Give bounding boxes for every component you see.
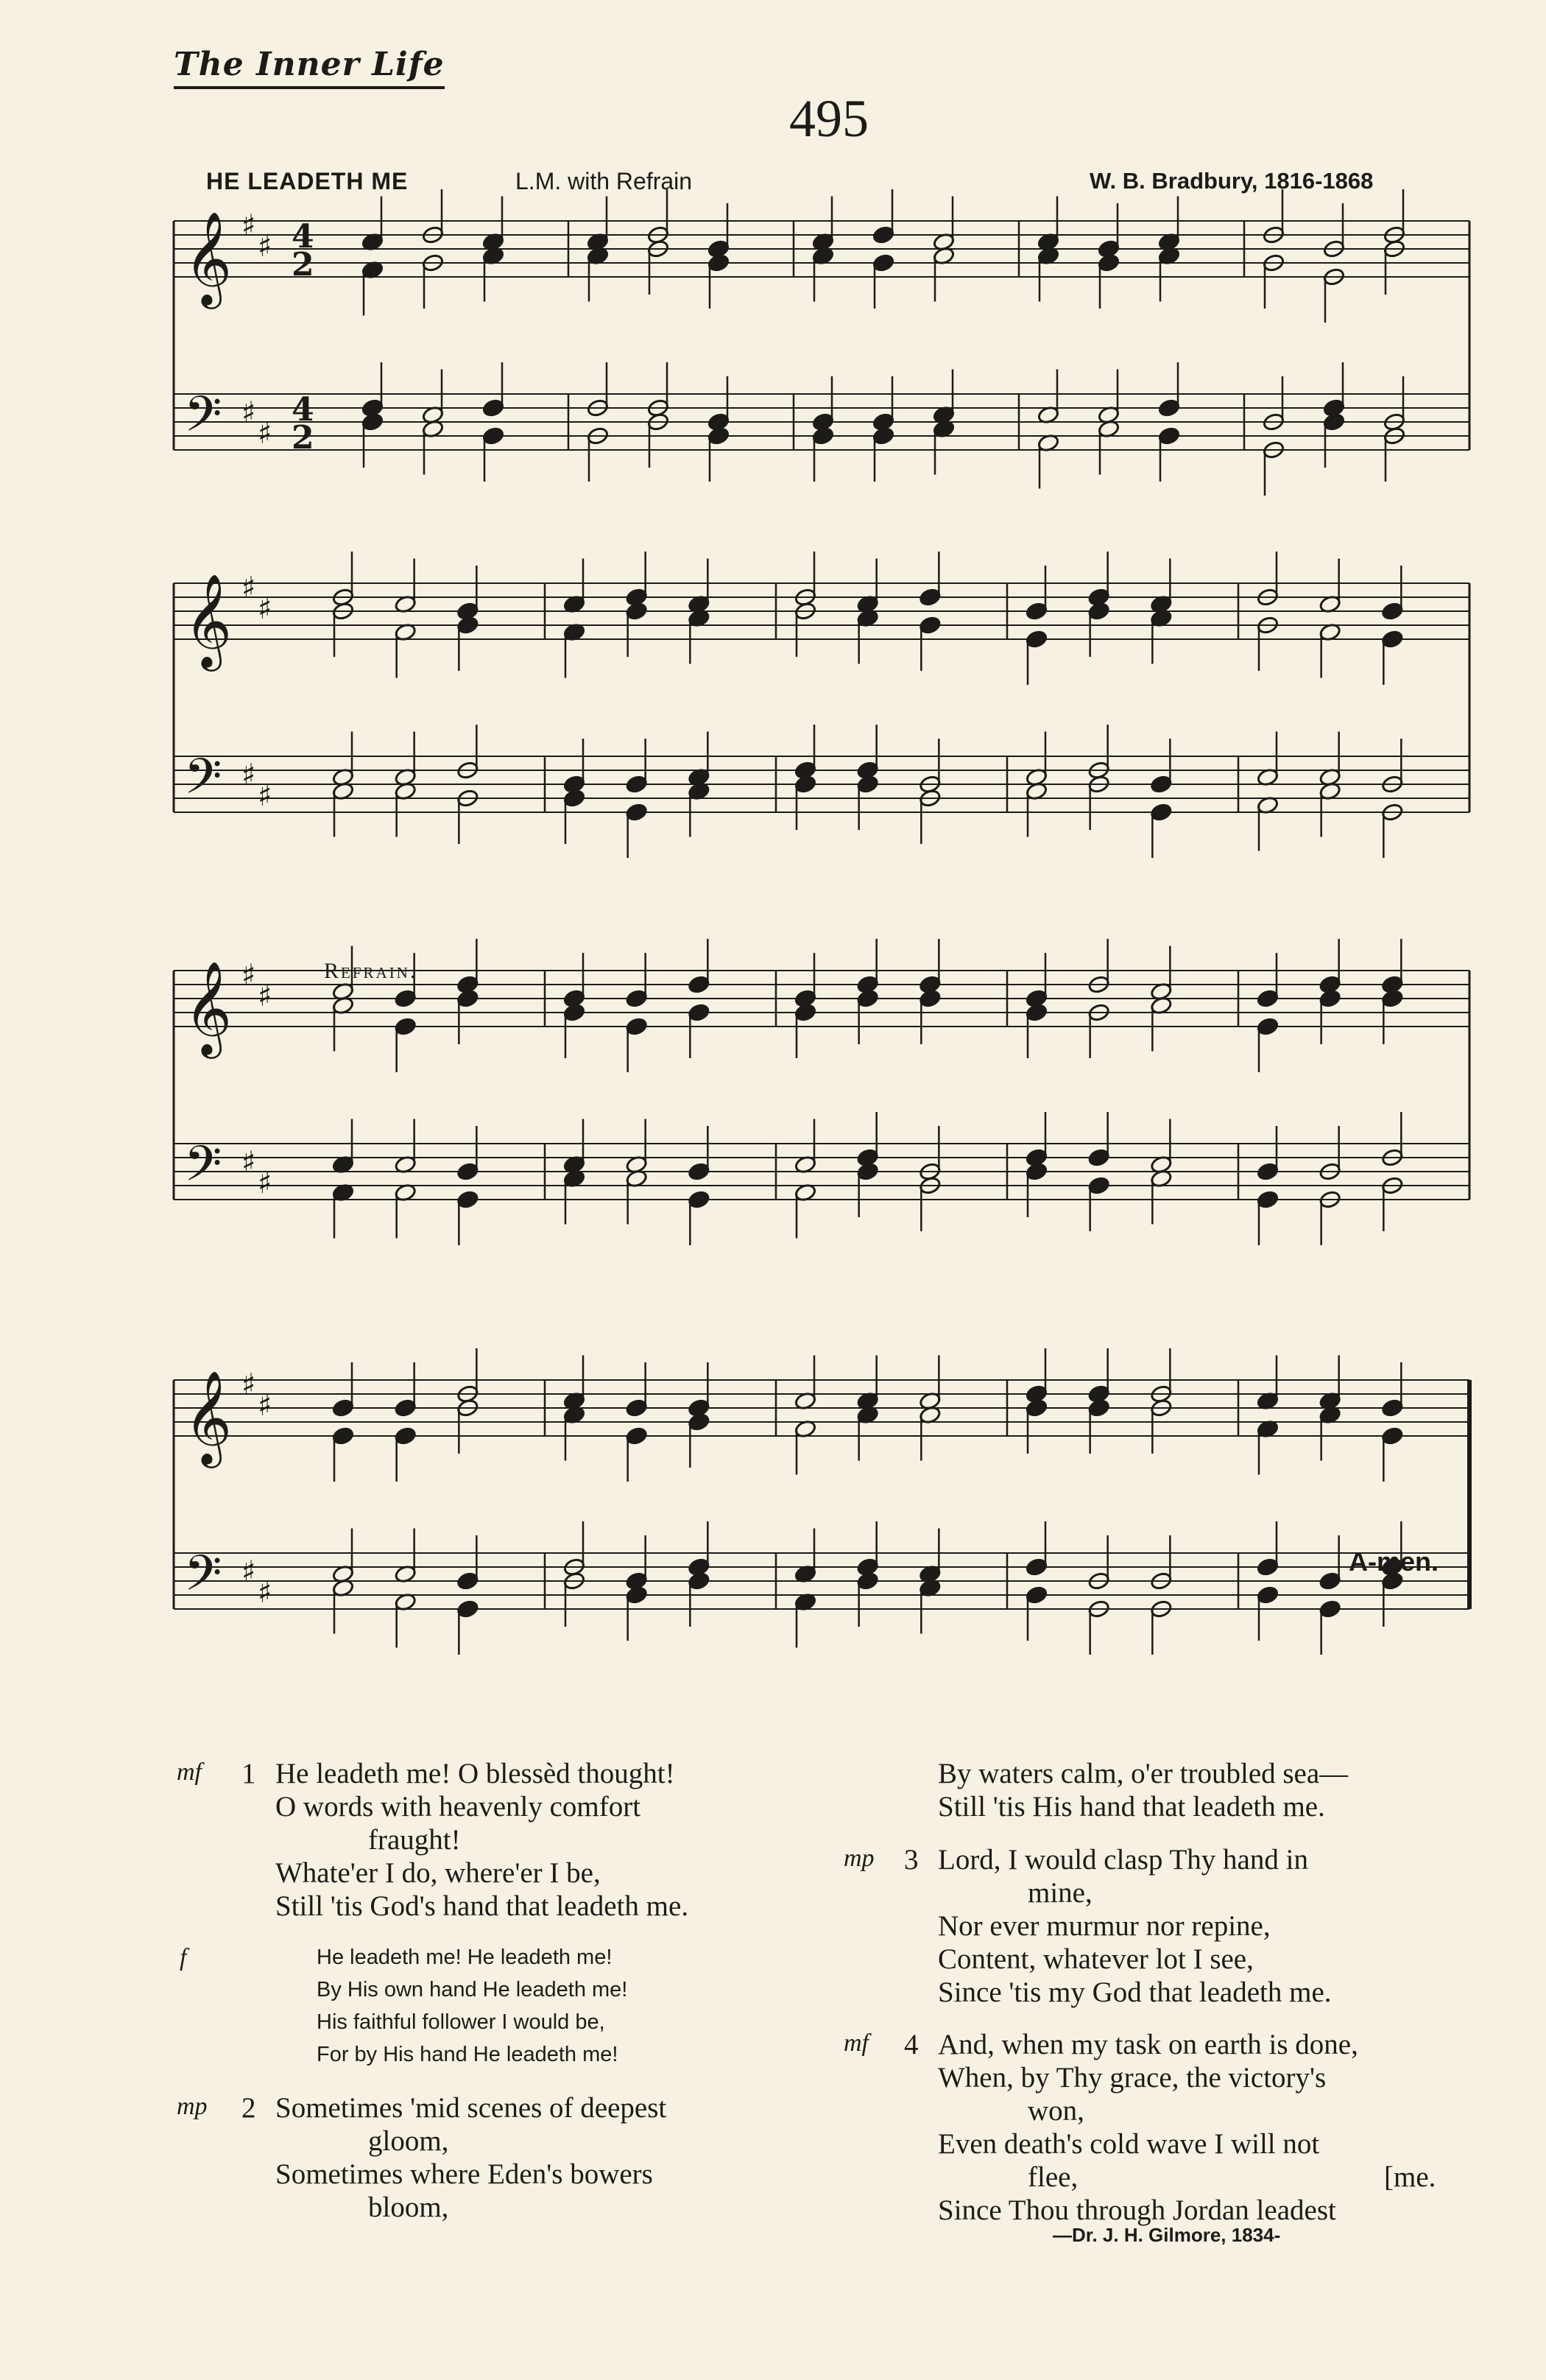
amen-label: A-men. [1349, 1546, 1439, 1577]
composer: W. B. Bradbury, 1816-1868 [1090, 168, 1374, 194]
svg-text:♯: ♯ [241, 1367, 256, 1402]
svg-text:♯: ♯ [241, 395, 256, 430]
svg-text:𝄢: 𝄢 [184, 1136, 222, 1204]
verse-4-line-2: When, by Thy grace, the victory's [938, 2062, 1327, 2094]
chorus-line-1: He leadeth me! He leadeth me! [317, 1946, 613, 1969]
verse-4-dynamic: mf [844, 2029, 869, 2057]
verse-3-dynamic: mp [844, 1845, 875, 1872]
svg-text:4: 4 [292, 391, 314, 429]
svg-text:♯: ♯ [258, 779, 272, 813]
verse-3-line-2: mine, [1028, 1877, 1093, 1909]
text-author: —Dr. J. H. Gilmore, 1834- [1053, 2224, 1281, 2246]
verse-3-line-5: Since 'tis my God that leadeth me. [938, 1976, 1332, 2008]
verse-1-line-3: fraught! [368, 1824, 461, 1856]
svg-text:𝄞: 𝄞 [184, 960, 233, 1055]
svg-text:♯: ♯ [258, 230, 272, 264]
svg-text:𝄢: 𝄢 [184, 748, 222, 817]
hymn-number: 495 [789, 89, 869, 148]
verse-4-number: 4 [904, 2029, 919, 2060]
chorus-line-2: By His own hand He leadeth me! [317, 1978, 628, 2001]
verse-1-line-5: Still 'tis God's hand that leadeth me. [275, 1890, 689, 1922]
verse-2-line-6: Still 'tis His hand that leadeth me. [938, 1791, 1325, 1823]
svg-text:𝄢: 𝄢 [184, 386, 222, 454]
svg-text:♯: ♯ [258, 417, 272, 451]
verse-3-line-3: Nor ever murmur nor repine, [938, 1910, 1271, 1942]
verse-4-line-6: [me. [1384, 2161, 1436, 2193]
verse-2-line-4: bloom, [368, 2191, 449, 2223]
verse-2-dynamic: mp [177, 2093, 208, 2120]
svg-text:𝄞: 𝄞 [184, 211, 233, 305]
verse-4-line-7: Since Thou through Jordan leadest [938, 2194, 1336, 2226]
svg-text:♯: ♯ [241, 958, 256, 993]
svg-text:♯: ♯ [241, 571, 256, 605]
svg-text:♯: ♯ [258, 1576, 272, 1610]
svg-text:♯: ♯ [258, 1389, 272, 1423]
svg-text:𝄢: 𝄢 [184, 1545, 222, 1613]
verse-1-number: 1 [241, 1758, 256, 1789]
svg-text:𝄞: 𝄞 [184, 1370, 233, 1464]
chorus-line-4: For by His hand He leadeth me! [317, 2043, 618, 2066]
svg-text:♯: ♯ [258, 979, 272, 1013]
svg-text:♯: ♯ [241, 758, 256, 792]
verse-1-line-2: O words with heavenly comfort [275, 1791, 641, 1823]
section-title: The Inner Life [174, 46, 445, 89]
verse-4-line-3: won, [1028, 2095, 1084, 2127]
verse-4-line-1: And, when my task on earth is done, [938, 2029, 1358, 2060]
verse-1-line-4: Whate'er I do, where'er I be, [275, 1857, 601, 1889]
svg-text:𝄞: 𝄞 [184, 573, 233, 667]
svg-text:♯: ♯ [241, 1555, 256, 1589]
svg-text:4: 4 [292, 218, 314, 256]
chorus-line-3: His faithful follower I would be, [317, 2010, 605, 2034]
verse-1-dynamic: mf [177, 1758, 202, 1786]
verse-2-line-3: Sometimes where Eden's bowers [275, 2158, 653, 2190]
svg-text:2: 2 [292, 246, 314, 284]
verse-1-line-1: He leadeth me! O blessèd thought! [275, 1758, 675, 1789]
svg-text:♯: ♯ [241, 208, 256, 243]
meter: L.M. with Refrain [515, 168, 693, 194]
svg-text:2: 2 [292, 419, 314, 457]
verse-2-number: 2 [241, 2092, 256, 2124]
svg-text:♯: ♯ [258, 1166, 272, 1200]
chorus-dynamic: f [180, 1944, 187, 1971]
verse-3-line-1: Lord, I would clasp Thy hand in [938, 1844, 1308, 1876]
verse-4-line-4: Even death's cold wave I will not [938, 2128, 1320, 2160]
verse-2-line-2: gloom, [368, 2125, 449, 2157]
verse-2-line-1: Sometimes 'mid scenes of deepest [275, 2092, 667, 2124]
tune-name: HE LEADETH ME [206, 168, 409, 194]
verse-4-line-5: flee, [1028, 2161, 1079, 2193]
svg-text:♯: ♯ [241, 1145, 256, 1180]
svg-text:♯: ♯ [258, 592, 272, 626]
verse-3-number: 3 [904, 1844, 919, 1876]
verse-3-line-4: Content, whatever lot I see, [938, 1943, 1254, 1975]
refrain-label: Refrain. [324, 959, 418, 983]
verse-2-line-5: By waters calm, o'er troubled sea— [938, 1758, 1349, 1789]
